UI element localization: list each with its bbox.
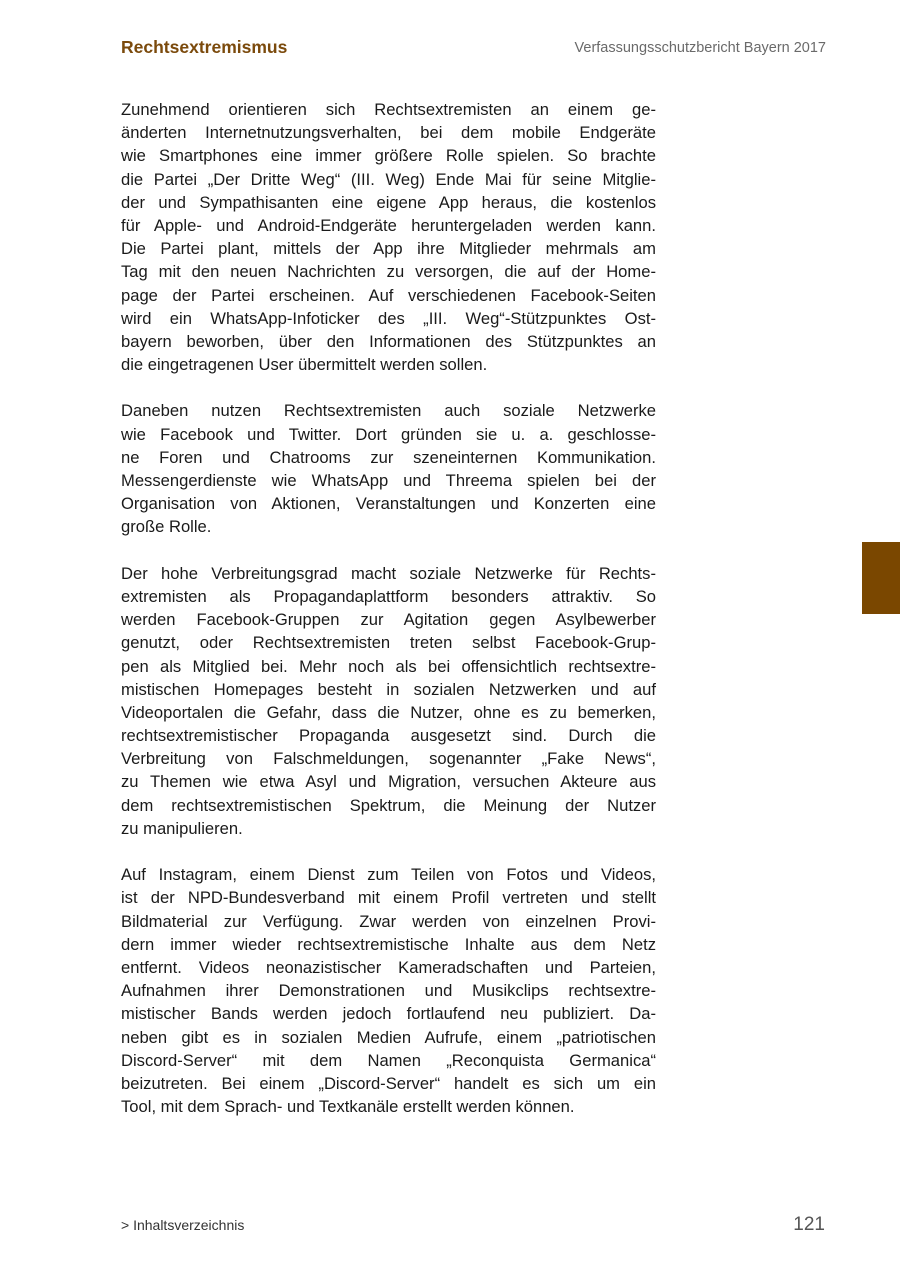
text-line: zu manipulieren. (121, 818, 243, 838)
text-line: der und Sympathisanten eine eigene App heraus, die kostenlos (121, 192, 656, 212)
text-line: Verbreitung von Falschmeldungen, sogenannter „Fake News“, (121, 749, 656, 769)
page-number: 121 (793, 1214, 825, 1235)
text-line: dem rechtsextremistischen Spektrum, die Meinung der Nutzer (121, 795, 656, 815)
text-line: die Partei „Der Dritte Weg“ (III. Weg) Ende Mai für seine Mitglie- (121, 169, 656, 189)
text-line: Messengerdienste wie WhatsApp und Threema spielen bei der (121, 471, 656, 490)
text-line: pen als Mitglied bei. Mehr noch als bei offensichtlich rechtsextre- (121, 656, 656, 676)
text-line: entfernt. Videos neonazistischer Kameradschaften und Parteien, (121, 957, 656, 977)
text-line: beizutreten. Bei einem „Discord-Server“ handelt es sich um ein (121, 1073, 656, 1093)
text-line: Videoportalen die Gefahr, dass die Nutzer, ohne es zu bemerken, (121, 702, 656, 722)
text-line: zu Themen wie etwa Asyl und Migration, versuchen Akteure aus (121, 772, 656, 792)
text-line: werden Facebook-Gruppen zur Agitation gegen Asylbewerber (121, 610, 656, 630)
text-line: änderten Internetnutzungsverhalten, bei dem mobile Endgeräte (121, 123, 656, 143)
text-line: wird ein WhatsApp-Infoticker des „III. Weg“-Stützpunktes Ost- (121, 308, 656, 328)
section-title: Rechtsextremismus (121, 37, 288, 57)
paragraph (121, 562, 656, 840)
text-line: Tag mit den neuen Nachrichten zu versorgen, die auf der Home- (121, 262, 656, 282)
text-line: neben gibt es in sozialen Medien Aufrufe, einem „patriotischen (121, 1027, 656, 1047)
text-line: Bildmaterial zur Verfügung. Zwar werden von einzelnen Provi- (121, 911, 656, 931)
text-line: page der Partei erscheinen. Auf verschiedenen Facebook-Seiten (121, 285, 656, 305)
text-line: Zunehmend orientieren sich Rechtsextremisten an einem ge- (121, 100, 656, 119)
text-line: mistischer Bands werden jedoch fortlaufend neu publiziert. Da- (121, 1004, 656, 1024)
text-line: ist der NPD-Bundesverband mit einem Profil vertreten und stellt (121, 888, 656, 908)
text-line: mistischen Homepages besteht in sozialen Netzwerken und auf (121, 679, 656, 699)
text-line: Discord-Server“ mit dem Namen „Reconquista Germanica“ (121, 1050, 656, 1070)
text-line: Aufnahmen ihrer Demonstrationen und Musikclips rechtsextre- (121, 981, 656, 1001)
text-line: bayern beworben, über den Informationen des Stützpunktes an (121, 331, 656, 351)
text-line: Tool, mit dem Sprach- und Textkanäle erstellt werden können. (121, 1097, 575, 1117)
text-line: ne Foren und Chatrooms zur szeneinternen Kommunikation. (121, 447, 656, 467)
text-line: dern immer wieder rechtsextremistische Inhalte aus dem Netz (121, 934, 656, 954)
text-line: Daneben nutzen Rechtsextremisten auch soziale Netzwerke (121, 401, 656, 421)
publication-title: Verfassungsschutzbericht Bayern 2017 (574, 40, 826, 56)
text-line: für Apple- und Android-Endgeräte heruntergeladen werden kann. (121, 215, 656, 235)
text-line: Der hohe Verbreitungsgrad macht soziale Netzwerke für Rechts- (121, 563, 656, 583)
text-line: große Rolle. (121, 517, 212, 537)
text-line: die eingetragenen User übermittelt werden sollen. (121, 355, 488, 375)
text-line: genutzt, oder Rechtsextremisten treten selbst Facebook-Grup- (121, 633, 656, 653)
text-line: Organisation von Aktionen, Veranstaltungen und Konzerten eine (121, 494, 656, 514)
text-line: wie Smartphones eine immer größere Rolle spielen. So brachte (121, 146, 656, 166)
table-of-contents-link[interactable]: > Inhaltsverzeichnis (121, 1217, 245, 1233)
paragraph (121, 98, 656, 376)
text-line: extremisten als Propagandaplattform besonders attraktiv. So (121, 586, 656, 606)
text-line: rechtsextremistischer Propaganda ausgesetzt sind. Durch die (121, 726, 656, 746)
paragraph (121, 399, 656, 538)
text-line: Auf Instagram, einem Dienst zum Teilen von Fotos und Videos, (121, 865, 656, 885)
text-line: wie Facebook und Twitter. Dort gründen sie u. a. geschlosse- (121, 424, 656, 444)
paragraph (121, 863, 656, 1118)
text-line: Die Partei plant, mittels der App ihre Mitglieder mehrmals am (121, 239, 656, 259)
body-text (121, 98, 656, 1141)
chapter-tab-marker (862, 542, 900, 614)
